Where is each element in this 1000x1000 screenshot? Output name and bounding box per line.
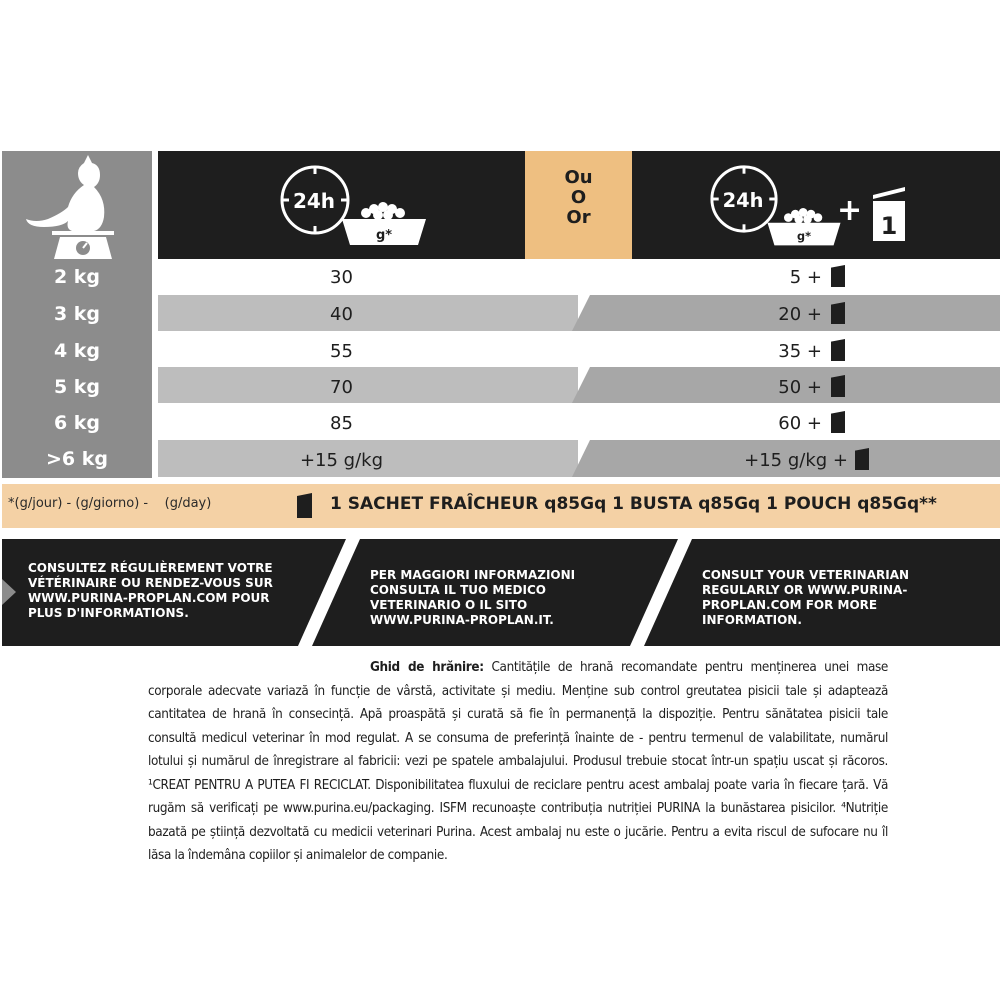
pouch-icon bbox=[831, 265, 845, 287]
mixed-amount: 5 + bbox=[789, 267, 822, 288]
pouch-icon bbox=[870, 185, 908, 243]
pouch-icon bbox=[831, 302, 845, 324]
bowl-label: g* bbox=[797, 230, 811, 244]
mixed-amount: +15 g/kg + bbox=[744, 450, 848, 471]
dry-amount: 85 bbox=[330, 413, 353, 434]
or-line: Ou bbox=[564, 167, 593, 188]
bowl-label: g* bbox=[375, 228, 393, 243]
header-mixed bbox=[632, 151, 1000, 259]
clock-label: 24h bbox=[292, 189, 336, 213]
weight-label: >6 kg bbox=[46, 448, 108, 470]
pouch-icon bbox=[831, 339, 845, 361]
pouch-icon bbox=[855, 448, 869, 470]
dry-amount: 30 bbox=[330, 267, 353, 288]
units-note: *(g/jour) - (g/giorno) - (g/day) bbox=[8, 496, 212, 511]
plus-sign: + bbox=[837, 193, 863, 228]
pouch-size-note: 1 SACHET FRAÎCHEUR q85Gq 1 BUSTA q85Gq 1 POUCH q85Gq** bbox=[330, 494, 937, 514]
pouch-icon bbox=[831, 375, 845, 397]
weight-label: 4 kg bbox=[53, 340, 101, 362]
cat-on-scale-icon bbox=[22, 155, 132, 263]
dry-amount: 55 bbox=[330, 341, 353, 362]
feeding-guide bbox=[148, 656, 888, 868]
guide-title: Ghid de hrănire: bbox=[370, 660, 484, 675]
pouch-count: 1 bbox=[880, 212, 898, 240]
or-line: O bbox=[570, 187, 587, 208]
consult-text-it: PER MAGGIORI INFORMAZIONI CONSULTA IL TUO MEDICO VETERINARIO O IL SITO WWW.PURINA-PROPLAN.IT. bbox=[370, 568, 576, 627]
dry-amount: +15 g/kg bbox=[299, 450, 384, 471]
weight-label: 2 kg bbox=[53, 266, 101, 288]
dry-amount: 40 bbox=[330, 304, 353, 325]
mixed-amount: 60 + bbox=[778, 413, 822, 434]
weight-label: 6 kg bbox=[53, 412, 101, 434]
food-bowl-icon bbox=[764, 205, 844, 251]
weight-label: 5 kg bbox=[53, 376, 101, 398]
clock-label: 24h bbox=[722, 188, 764, 212]
weight-column bbox=[2, 151, 152, 478]
mixed-amount: 35 + bbox=[778, 341, 822, 362]
mixed-amount: 50 + bbox=[778, 377, 822, 398]
or-line: Or bbox=[566, 207, 591, 228]
or-label bbox=[525, 168, 632, 228]
pouch-icon bbox=[831, 411, 845, 433]
dry-amount: 70 bbox=[330, 377, 353, 398]
pouch-icon bbox=[297, 493, 312, 518]
header-dry-only bbox=[158, 151, 525, 259]
weight-label: 3 kg bbox=[53, 303, 101, 325]
consult-text-en: CONSULT YOUR VETERINARIAN REGULARLY OR WWW.PURINA-PROPLAN.COM FOR MORE INFORMATION. bbox=[702, 568, 910, 627]
mixed-amount: 20 + bbox=[778, 304, 822, 325]
guide-text: Cantitățile de hrană recomandate pentru menținerea unei mase corporale adecvate variază în funcție de vârstă, activitate și mediu. Menține sub control greutatea pisicii tale și adaptează cantitatea de hrană în consecință. Apă proaspătă și curată să fie în permanență la dispoziție. Pentru sănătatea pisicii tale consultă medicul veterinar în mod regulat. A se consuma de preferință înainte de - pentru termenul de valabilitate, numărul lotului și numărul de înregistrare al fabricii: vezi pe spatele ambalajului. Produsul trebuie stocat într-un spațiu uscat și răcoros. ¹CREAT PENTRU A PUTEA FI RECICLAT. Disponibilitatea fluxului de reciclare pentru acest ambalaj poate varia în fiecare țară. Vă rugăm să verificați pe www.purina.eu/packaging. ISFM recunoaște contribuția nutriției PURINA la bunăstarea pisicilor. ⁴Nutriție bazată pe știință dezvoltată cu medicii veterinari Purina. Acest ambalaj nu este o jucărie. Pentru a evita riscul de sufocare nu îl lăsa la îndemâna copiilor și animalelor de companie. bbox=[148, 660, 888, 863]
food-bowl-icon bbox=[338, 199, 430, 251]
consult-text-fr: CONSULTEZ RÉGULIÈREMENT VOTRE VÉTÉRINAIRE OU RENDEZ-VOUS SUR WWW.PURINA-PROPLAN.COM POUR PLUS D'INFORMATIONS. bbox=[28, 561, 273, 620]
